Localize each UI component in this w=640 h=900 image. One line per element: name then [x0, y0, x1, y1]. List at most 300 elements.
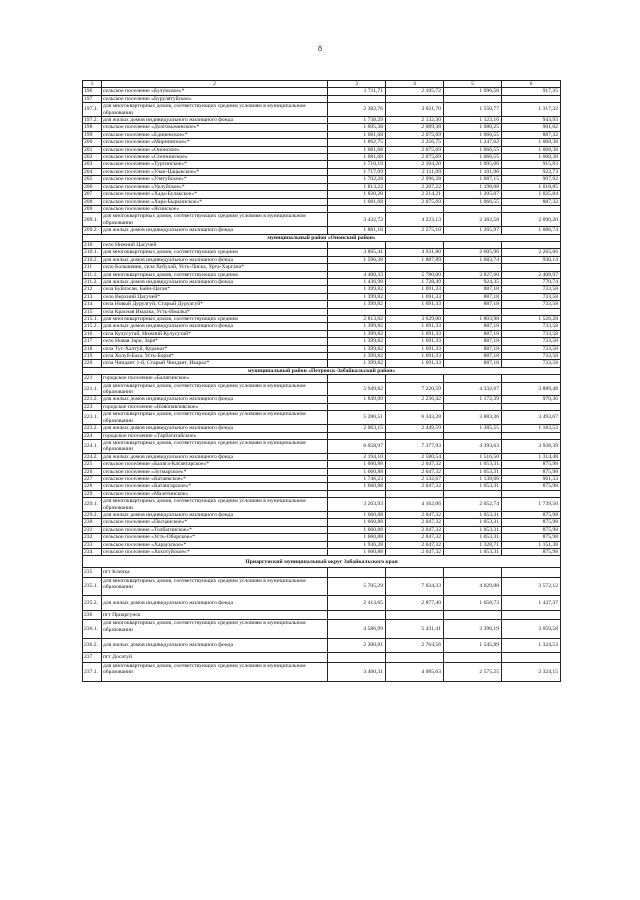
- value-cell-col4: 5 431,41: [386, 620, 444, 639]
- value-cell-col5: 1 096,58: [444, 88, 502, 95]
- value-cell-col3: 1 399,82: [328, 323, 386, 330]
- value-cell-col6: 733,58: [502, 353, 561, 360]
- description-cell: для многоквартирных домов, соответствующих средним: [102, 271, 328, 278]
- value-cell-col3: 1 399,82: [328, 338, 386, 345]
- value-cell-col5: 1 172,39: [444, 396, 502, 403]
- section-title: муниципальный район «Петровск-Забайкальский район»: [83, 367, 561, 374]
- value-cell-col5: 1 053,31: [444, 468, 502, 475]
- value-cell-col5: 1 066,55: [444, 154, 502, 161]
- value-cell-col4: [386, 264, 444, 271]
- value-cell-col3: 2 194,10: [328, 453, 386, 460]
- row-number-cell: 228: [83, 483, 102, 490]
- value-cell-col4: 4 162,06: [386, 498, 444, 512]
- table-row: [83, 256, 561, 263]
- table-row: [83, 103, 561, 117]
- value-cell-col3: [328, 490, 386, 497]
- description-cell: для жилых домов индивидуального жилищного фонда: [102, 511, 328, 518]
- value-cell-col6: 875,98: [502, 511, 561, 518]
- value-cell-col5: 1 087,15: [444, 176, 502, 183]
- table-row: [83, 498, 561, 512]
- value-cell-col5: 1 066,55: [444, 131, 502, 138]
- value-cell-col5: [444, 610, 502, 620]
- value-cell-col6: 917,35: [502, 88, 561, 95]
- description-cell: городское поселение «Новопавловское»: [102, 403, 328, 410]
- row-number-cell: 234: [83, 549, 102, 556]
- description-cell: для многоквартирных домов, соответствующих средним: [102, 249, 328, 256]
- description-cell: сельское поселение «Долгокычинское»*: [102, 124, 328, 131]
- value-cell-col4: [386, 241, 444, 248]
- row-number-cell: 210: [83, 241, 102, 248]
- table-row: [83, 577, 561, 596]
- table-row: [83, 453, 561, 460]
- value-cell-col3: [328, 95, 386, 102]
- row-number-cell: 232: [83, 534, 102, 541]
- value-cell-col3: 3 432,72: [328, 213, 386, 227]
- value-cell-col6: 970,36: [502, 396, 561, 403]
- table-row: [83, 425, 561, 432]
- row-number-cell: 197.2.: [83, 117, 102, 124]
- row-number-cell: 236: [83, 610, 102, 620]
- table-row: [83, 131, 561, 138]
- value-cell-col4: 2 047,32: [386, 549, 444, 556]
- row-number-cell: 206: [83, 183, 102, 190]
- value-cell-col4: 2 047,32: [386, 511, 444, 518]
- value-cell-col5: 1 095,06: [444, 161, 502, 168]
- value-cell-col5: 1 198,08: [444, 183, 502, 190]
- value-cell-col4: 2 236,42: [386, 396, 444, 403]
- value-cell-col5: 887,18: [444, 360, 502, 367]
- description-cell: села Кулусутай, Нижний Кулусутай*: [102, 330, 328, 337]
- value-cell-col5: 1 101,96: [444, 168, 502, 175]
- value-cell-col4: [386, 95, 444, 102]
- value-cell-col3: 1 660,88: [328, 549, 386, 556]
- value-cell-col4: 2 047,32: [386, 526, 444, 533]
- description-cell: села Буйлэсан, Байн-Цаган*: [102, 286, 328, 293]
- value-cell-col4: 2 047,32: [386, 541, 444, 548]
- value-cell-col3: 2 813,02: [328, 316, 386, 323]
- table-row: [83, 278, 561, 285]
- table-row: [83, 139, 561, 146]
- value-cell-col4: 2 207,22: [386, 183, 444, 190]
- value-cell-col5: 1 066,55: [444, 198, 502, 205]
- table-row: [83, 534, 561, 541]
- value-cell-col5: 4 029,88: [444, 577, 502, 596]
- table-row: [83, 411, 561, 425]
- value-cell-col6: 733,58: [502, 286, 561, 293]
- value-cell-col4: 1 691,33: [386, 286, 444, 293]
- value-cell-col6: 1 025,84: [502, 191, 561, 198]
- value-cell-col3: 1 711,71: [328, 88, 386, 95]
- value-cell-col6: 1 151,38: [502, 541, 561, 548]
- section-header-row: [83, 556, 561, 568]
- table-row: [83, 596, 561, 610]
- value-cell-col6: 2 324,15: [502, 662, 561, 681]
- description-cell: для многоквартирных домов, соответствующих средним условиям в муниципальном образовании: [102, 103, 328, 117]
- page-number: 8: [318, 44, 322, 53]
- value-cell-col4: 2 580,54: [386, 453, 444, 460]
- row-number-cell: 229.2.: [83, 511, 102, 518]
- value-cell-col6: 887,32: [502, 198, 561, 205]
- value-cell-col6: 733,58: [502, 323, 561, 330]
- value-cell-col5: 1 545,89: [444, 638, 502, 652]
- value-cell-col3: 1 660,88: [328, 483, 386, 490]
- value-cell-col3: 3 203,93: [328, 498, 386, 512]
- value-cell-col3: 1 849,99: [328, 396, 386, 403]
- table-row: [83, 403, 561, 410]
- value-cell-col3: 1 660,88: [328, 511, 386, 518]
- value-cell-col3: 1 399,82: [328, 360, 386, 367]
- table-row: [83, 198, 561, 205]
- value-cell-col6: 3 059,58: [502, 620, 561, 639]
- description-cell: сельское поселение «Степнинское»: [102, 154, 328, 161]
- value-cell-col5: [444, 653, 502, 663]
- value-cell-col5: 887,18: [444, 338, 502, 345]
- value-cell-col3: 1 746,23: [328, 475, 386, 482]
- table-row: [83, 338, 561, 345]
- row-number-cell: 230: [83, 519, 102, 526]
- description-cell: села Красная Ималка, Усть-Ималка*: [102, 308, 328, 315]
- value-cell-col4: 2 105,72: [386, 88, 444, 95]
- description-cell: сельское поселение «Катангарское»*: [102, 483, 328, 490]
- row-number-cell: 233: [83, 541, 102, 548]
- value-cell-col4: 4 223,13: [386, 213, 444, 227]
- description-cell: для жилых домов индивидуального жилищного фонда: [102, 278, 328, 285]
- description-cell: село Нижний Цасучей: [102, 241, 328, 248]
- table-row: [83, 653, 561, 663]
- table-row: [83, 124, 561, 131]
- value-cell-col5: 1 053,31: [444, 534, 502, 541]
- table-row: [83, 511, 561, 518]
- table-row: [83, 146, 561, 153]
- value-cell-col6: [502, 432, 561, 439]
- description-cell: сельское поселение «Хара-Быркинское»*: [102, 198, 328, 205]
- value-cell-col4: [386, 653, 444, 663]
- table-row: [83, 638, 561, 652]
- row-number-cell: 215: [83, 308, 102, 315]
- row-number-cell: 221: [83, 375, 102, 382]
- table-row: [83, 549, 561, 556]
- value-cell-col6: 733,58: [502, 338, 561, 345]
- value-cell-col4: 2 132,30: [386, 117, 444, 124]
- table-row: [83, 308, 561, 315]
- value-cell-col6: 1 314,48: [502, 453, 561, 460]
- value-cell-col5: 1 053,31: [444, 511, 502, 518]
- value-cell-col3: [328, 432, 386, 439]
- table-row: [83, 475, 561, 482]
- description-cell: сельское поселение «Булумское»*: [102, 88, 328, 95]
- value-cell-col6: 875,98: [502, 461, 561, 468]
- table-row: [83, 168, 561, 175]
- value-cell-col6: 915,83: [502, 161, 561, 168]
- value-cell-col4: [386, 308, 444, 315]
- description-cell: для жилых домов индивидуального жилищного фонда: [102, 425, 328, 432]
- value-cell-col5: 2 575,25: [444, 662, 502, 681]
- table-row: [83, 264, 561, 271]
- value-cell-col3: 1 681,68: [328, 131, 386, 138]
- value-cell-col6: 1 068,38: [502, 146, 561, 153]
- section-header-row: [83, 234, 561, 241]
- value-cell-col4: 7 377,93: [386, 439, 444, 453]
- table-row: [83, 345, 561, 352]
- table-row: [83, 301, 561, 308]
- value-cell-col5: 887,18: [444, 345, 502, 352]
- description-cell: для жилых домов индивидуального жилищного фонда: [102, 453, 328, 460]
- table-body: [83, 81, 561, 682]
- description-cell: сельское поселение «Катаевское»*: [102, 475, 328, 482]
- value-cell-col3: 1 399,82: [328, 301, 386, 308]
- table-header-row: [83, 81, 561, 88]
- row-number-cell: 212: [83, 286, 102, 293]
- row-number-cell: 223.1.: [83, 411, 102, 425]
- description-cell: сельское поселение «Песчанское»*: [102, 519, 328, 526]
- value-cell-col6: 1 317,32: [502, 103, 561, 117]
- value-cell-col5: 887,18: [444, 353, 502, 360]
- description-cell: села Тут-Халтуй, Кураназ*: [102, 345, 328, 352]
- description-cell: для многоквартирных домов, соответствующих средним условиям в муниципальном образовании: [102, 498, 328, 512]
- value-cell-col5: 3 883,36: [444, 411, 502, 425]
- value-cell-col5: 924,35: [444, 278, 502, 285]
- value-cell-col5: 1 205,07: [444, 191, 502, 198]
- description-cell: для жилых домов индивидуального жилищного фонда: [102, 638, 328, 652]
- value-cell-col6: [502, 264, 561, 271]
- value-cell-col4: 1 691,33: [386, 293, 444, 300]
- table-row: [83, 241, 561, 248]
- row-number-cell: 227: [83, 475, 102, 482]
- description-cell: сельское поселение «Ясинское»: [102, 205, 328, 212]
- value-cell-col5: 887,18: [444, 330, 502, 337]
- row-number-cell: 235: [83, 568, 102, 578]
- row-number-cell: 219: [83, 353, 102, 360]
- description-cell: для многоквартирных домов, соответствующих средним условиям в муниципальном образовании: [102, 662, 328, 681]
- section-title: муниципальный район «Ононский район»: [83, 234, 561, 241]
- value-cell-col6: [502, 403, 561, 410]
- section-header-row: [83, 367, 561, 374]
- value-cell-col4: 1 691,33: [386, 338, 444, 345]
- value-cell-col4: 2 877,40: [386, 596, 444, 610]
- row-number-cell: 214: [83, 301, 102, 308]
- table-row: [83, 662, 561, 681]
- value-cell-col6: 1 183,53: [502, 425, 561, 432]
- table-row: [83, 95, 561, 102]
- value-cell-col5: 2 827,60: [444, 271, 502, 278]
- value-cell-col4: 2 075,69: [386, 198, 444, 205]
- row-number-cell: 224.2.: [83, 453, 102, 460]
- table-row: [83, 490, 561, 497]
- value-cell-col4: 2 075,69: [386, 131, 444, 138]
- table-row: [83, 519, 561, 526]
- header-cell: 6: [502, 81, 561, 88]
- row-number-cell: 196: [83, 88, 102, 95]
- value-cell-col6: 1 739,50: [502, 498, 561, 512]
- value-cell-col5: 887,18: [444, 293, 502, 300]
- description-cell: сельское поселение «Малетинское»: [102, 490, 328, 497]
- value-cell-col6: [502, 241, 561, 248]
- value-cell-col4: 1 691,33: [386, 353, 444, 360]
- row-number-cell: 210.2.: [83, 256, 102, 263]
- row-number-cell: 208: [83, 198, 102, 205]
- table-row: [83, 439, 561, 453]
- row-number-cell: 202: [83, 154, 102, 161]
- value-cell-col6: 3 572,12: [502, 577, 561, 596]
- value-cell-col3: [328, 568, 386, 578]
- row-number-cell: 198: [83, 124, 102, 131]
- description-cell: для жилых домов индивидуального жилищного фонда: [102, 323, 328, 330]
- table-row: [83, 330, 561, 337]
- value-cell-col3: 1 660,88: [328, 519, 386, 526]
- value-cell-col3: 1 813,22: [328, 183, 386, 190]
- value-cell-col5: 2 052,74: [444, 498, 502, 512]
- value-cell-col3: 3 460,31: [328, 662, 386, 681]
- description-cell: пгт Кличка: [102, 568, 328, 578]
- description-cell: сельское поселение «Единенское»*: [102, 131, 328, 138]
- value-cell-col3: 1 695,38: [328, 124, 386, 131]
- table-row: [83, 620, 561, 639]
- row-number-cell: 216: [83, 330, 102, 337]
- value-cell-col3: [328, 205, 386, 212]
- row-number-cell: 211.1.: [83, 271, 102, 278]
- value-cell-col3: 1 702,28: [328, 176, 386, 183]
- table-row: [83, 88, 561, 95]
- value-cell-col4: 2 047,32: [386, 461, 444, 468]
- row-number-cell: 231: [83, 526, 102, 533]
- description-cell: для жилых домов индивидуального жилищного фонда: [102, 596, 328, 610]
- value-cell-col6: 733,58: [502, 330, 561, 337]
- value-cell-col3: 1 936,28: [328, 541, 386, 548]
- value-cell-col3: 1 710,19: [328, 161, 386, 168]
- value-cell-col6: 943,93: [502, 117, 561, 124]
- description-cell: для жилых домов индивидуального жилищного фонда: [102, 227, 328, 234]
- table-row: [83, 483, 561, 490]
- value-cell-col4: 2 047,32: [386, 483, 444, 490]
- value-cell-col5: 1 803,98: [444, 316, 502, 323]
- table-row: [83, 610, 561, 620]
- value-cell-col4: 2 275,10: [386, 227, 444, 234]
- row-number-cell: 197: [83, 95, 102, 102]
- description-cell: сельское поселение «Мирнинское»*: [102, 139, 328, 146]
- value-cell-col6: 1 068,38: [502, 139, 561, 146]
- table-row: [83, 271, 561, 278]
- value-cell-col5: 1 083,74: [444, 256, 502, 263]
- value-cell-col4: 6 343,28: [386, 411, 444, 425]
- value-cell-col5: 4 332,67: [444, 382, 502, 396]
- value-cell-col5: [444, 568, 502, 578]
- value-cell-col5: 2 605,96: [444, 249, 502, 256]
- value-cell-col5: 1 550,77: [444, 103, 502, 117]
- value-cell-col4: [386, 375, 444, 382]
- value-cell-col3: 4 400,33: [328, 271, 386, 278]
- value-cell-col6: 1 068,38: [502, 154, 561, 161]
- description-cell: для многоквартирных домов, соответствующих средним условиям в муниципальном образовании: [102, 213, 328, 227]
- value-cell-col6: [502, 653, 561, 663]
- value-cell-col3: [328, 241, 386, 248]
- table-row: [83, 191, 561, 198]
- value-cell-col6: 1 324,53: [502, 638, 561, 652]
- row-number-cell: 209.1.: [83, 213, 102, 227]
- value-cell-col6: 1 086,74: [502, 227, 561, 234]
- description-cell: для жилых домов индивидуального жилищного фонда: [102, 396, 328, 403]
- value-cell-col5: 1 328,71: [444, 541, 502, 548]
- value-cell-col3: 1 738,29: [328, 117, 386, 124]
- description-cell: села Чиндант 1-й, Старый Чиндант, Икарал*: [102, 360, 328, 367]
- table-row: [83, 316, 561, 323]
- description-cell: для многоквартирных домов, соответствующих средним условиям в муниципальном образовании: [102, 382, 328, 396]
- value-cell-col6: 770,74: [502, 278, 561, 285]
- row-number-cell: 199: [83, 131, 102, 138]
- value-cell-col6: [502, 205, 561, 212]
- table-row: [83, 117, 561, 124]
- description-cell: сельское поселение «Ононское»: [102, 146, 328, 153]
- value-cell-col3: 5 286,51: [328, 411, 386, 425]
- value-cell-col4: 2 449,59: [386, 425, 444, 432]
- value-cell-col4: 1 691,33: [386, 360, 444, 367]
- description-cell: сельское поселение «Тургинское»*: [102, 161, 328, 168]
- table-row: [83, 360, 561, 367]
- value-cell-col5: 1 053,31: [444, 461, 502, 468]
- value-cell-col4: 4 085,63: [386, 662, 444, 681]
- row-number-cell: 221.2.: [83, 396, 102, 403]
- value-cell-col4: 2 111,09: [386, 168, 444, 175]
- value-cell-col5: 1 516,50: [444, 453, 502, 460]
- value-cell-col4: 2 075,69: [386, 146, 444, 153]
- value-cell-col5: 4 393,63: [444, 439, 502, 453]
- value-cell-col3: 1 660,88: [328, 461, 386, 468]
- value-cell-col6: 1 437,37: [502, 596, 561, 610]
- description-cell: сельское поселение «Баляга-Катангарское»*: [102, 461, 328, 468]
- value-cell-col3: [328, 264, 386, 271]
- value-cell-col4: [386, 403, 444, 410]
- value-cell-col4: [386, 610, 444, 620]
- value-cell-col6: 2 265,66: [502, 249, 561, 256]
- value-cell-col4: 2 047,32: [386, 519, 444, 526]
- value-cell-col4: 2 764,56: [386, 638, 444, 652]
- table-row: [83, 161, 561, 168]
- table-row: [83, 323, 561, 330]
- value-cell-col5: 3 396,19: [444, 620, 502, 639]
- row-number-cell: 207: [83, 191, 102, 198]
- description-cell: сельское поселение «Хада-Булакское»*: [102, 191, 328, 198]
- description-cell: для многоквартирных домов, соответствующих средним условиям в муниципальном образовании: [102, 439, 328, 453]
- value-cell-col5: [444, 241, 502, 248]
- table-row: [83, 205, 561, 212]
- row-number-cell: 201: [83, 146, 102, 153]
- description-cell: сельское поселение «Усть-Оборское»*: [102, 534, 328, 541]
- row-number-cell: 204: [83, 168, 102, 175]
- value-cell-col4: 3 021,70: [386, 103, 444, 117]
- row-number-cell: 203: [83, 161, 102, 168]
- row-number-cell: 220: [83, 360, 102, 367]
- value-cell-col5: [444, 432, 502, 439]
- table-row: [83, 286, 561, 293]
- row-number-cell: 229.1.: [83, 498, 102, 512]
- value-cell-col4: 7 034,33: [386, 577, 444, 596]
- row-number-cell: 237: [83, 653, 102, 663]
- description-cell: пгт Досатуй: [102, 653, 328, 663]
- row-number-cell: 229: [83, 490, 102, 497]
- value-cell-col3: 4 586,99: [328, 620, 386, 639]
- value-cell-col3: 1 881,10: [328, 227, 386, 234]
- description-cell: для многоквартирных домов, соответствующих средним: [102, 316, 328, 323]
- description-cell: пгт Приаргунск: [102, 610, 328, 620]
- table-row: [83, 375, 561, 382]
- value-cell-col5: 1 053,31: [444, 519, 502, 526]
- value-cell-col3: 1 681,68: [328, 198, 386, 205]
- row-number-cell: 237.1.: [83, 662, 102, 681]
- value-cell-col5: [444, 264, 502, 271]
- value-cell-col4: 2 256,75: [386, 139, 444, 146]
- value-cell-col6: 2 090,20: [502, 213, 561, 227]
- value-cell-col6: 733,58: [502, 301, 561, 308]
- header-cell: 2: [102, 81, 328, 88]
